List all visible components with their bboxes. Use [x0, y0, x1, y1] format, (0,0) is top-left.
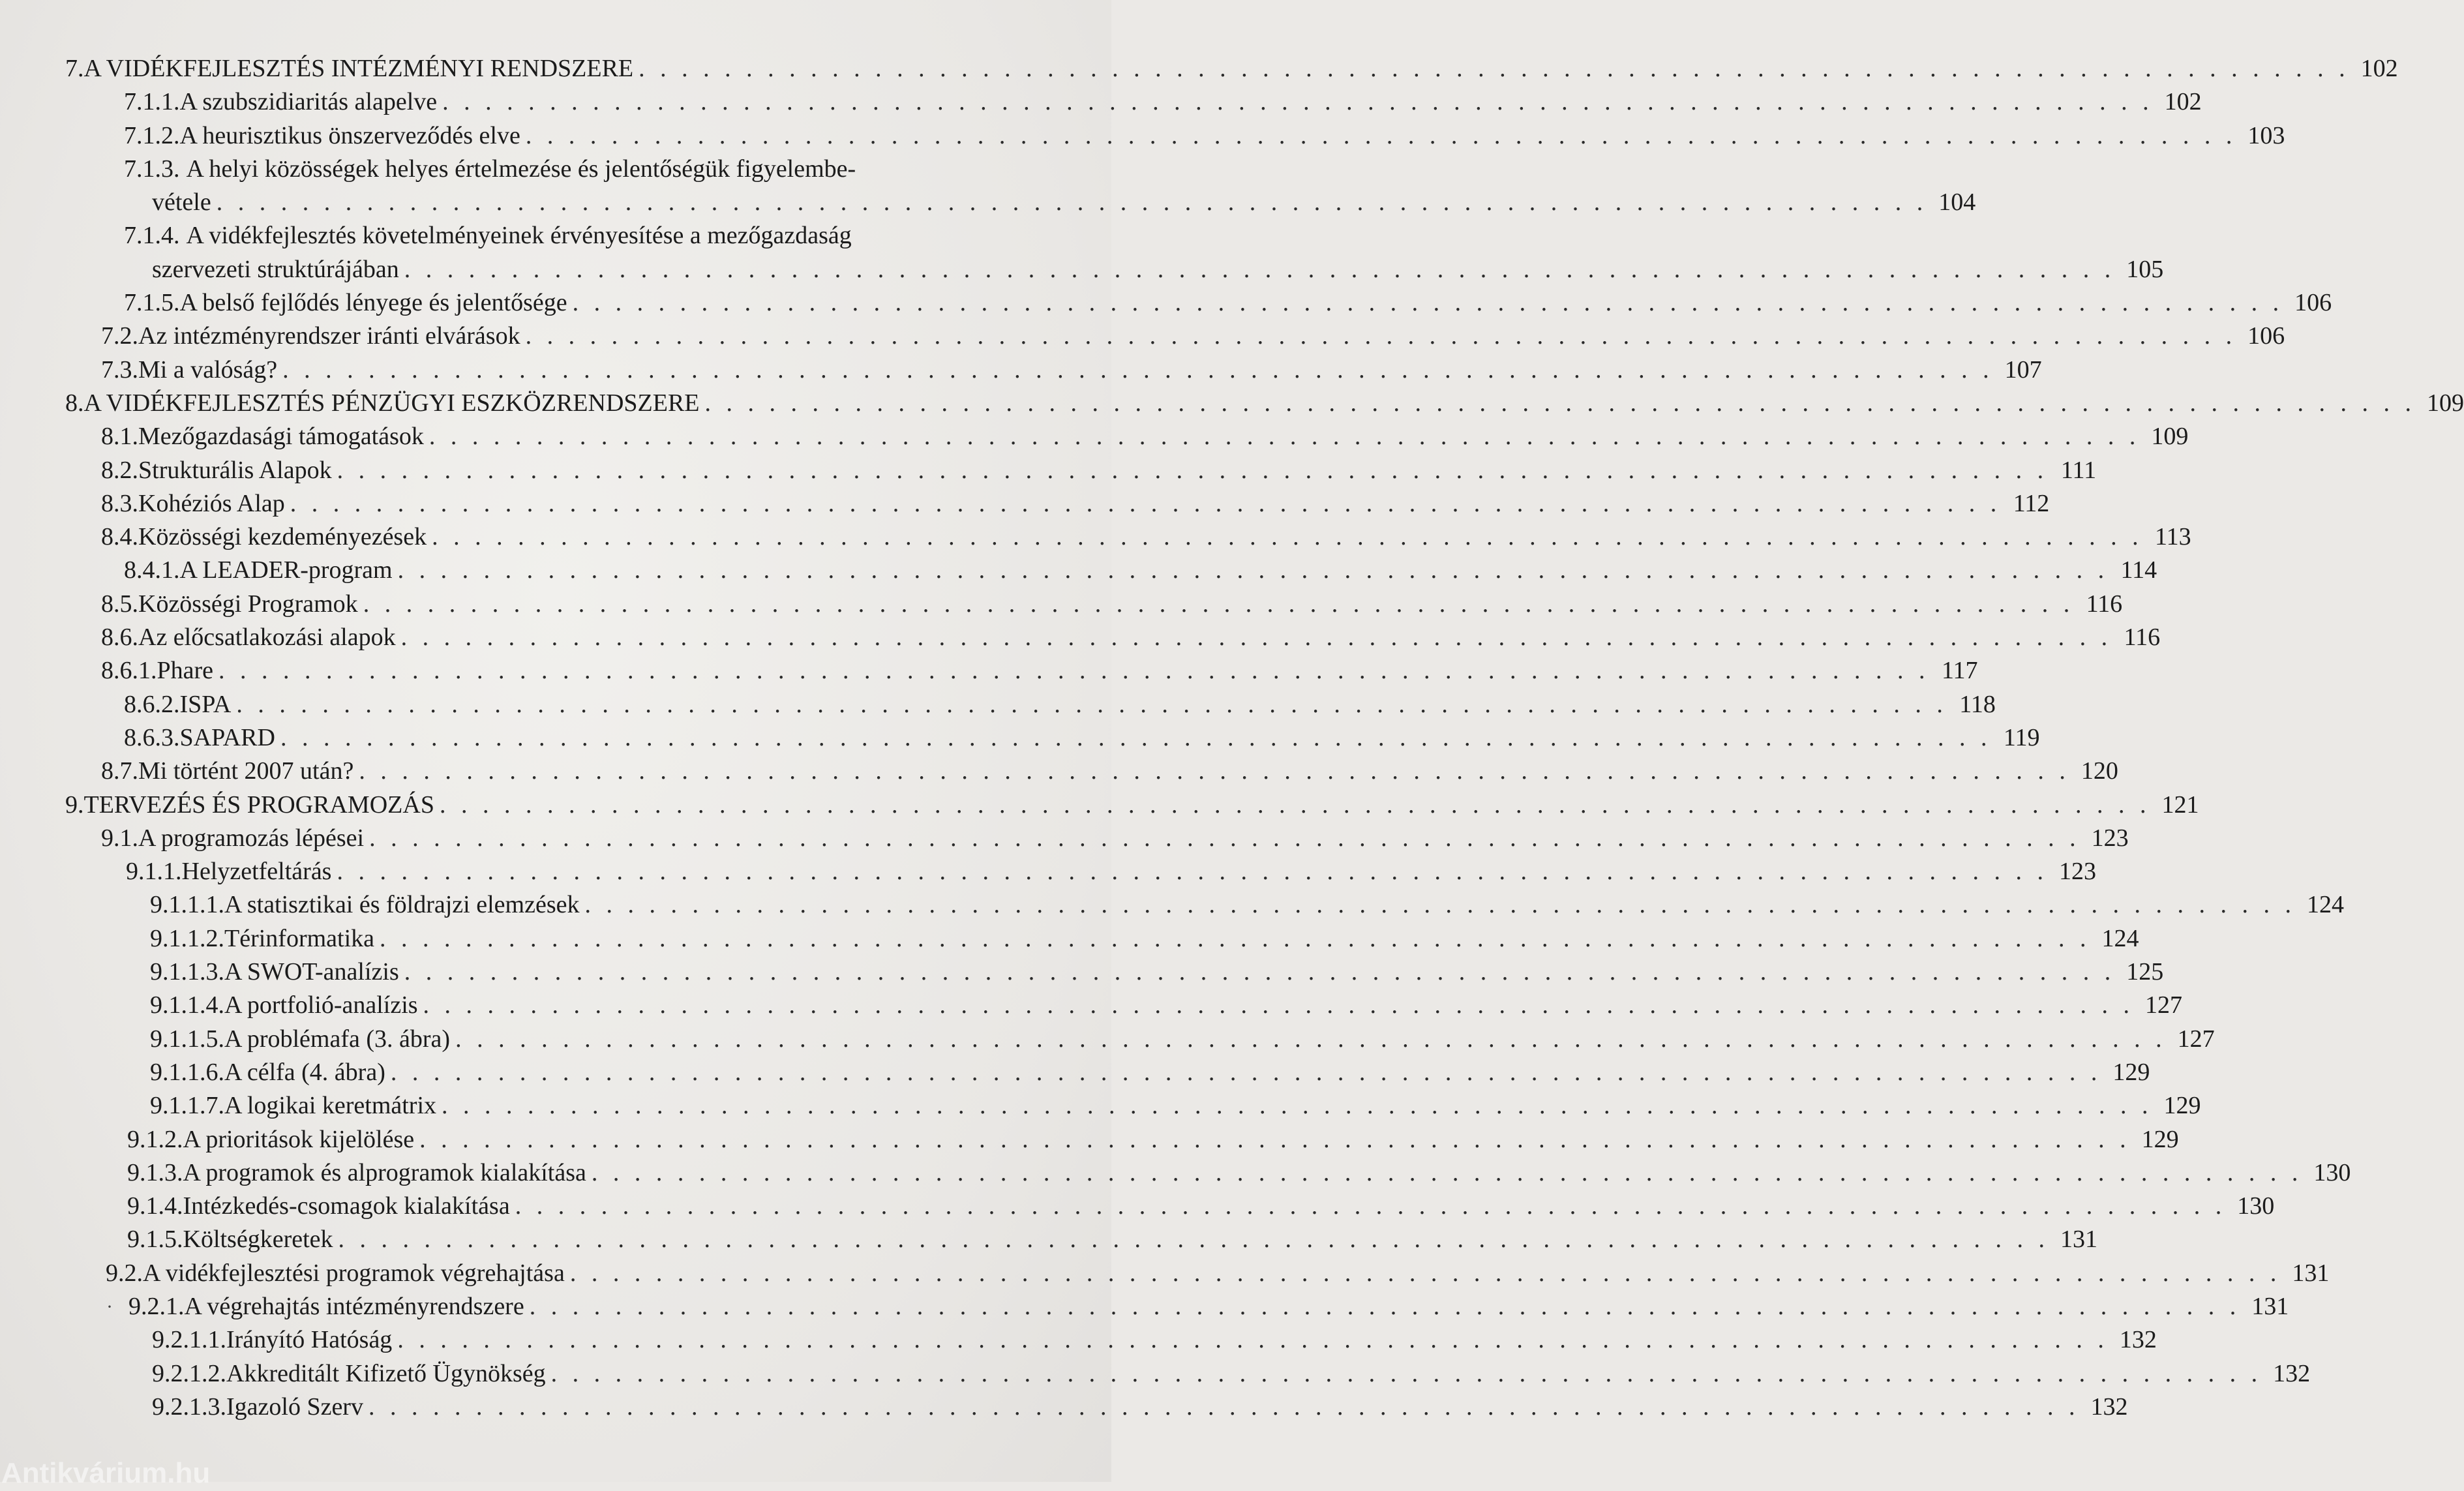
- dot-leader: . . . . . . . . . . . . . . . . . . . . . . . . . . . . . . . . . . . . . . . . . . . . . . . . . . . . . . . . . . . . . . . . . . . . . . . . . . . . . . . .: [368, 1393, 2080, 1421]
- toc-entry-title: Igazoló Szerv: [226, 1393, 363, 1421]
- toc-entry-title: Mi a valóság?: [138, 355, 278, 384]
- watermark: Antikvárium.hu: [1, 1457, 211, 1489]
- toc-entry-number: 8.5.: [101, 590, 138, 618]
- toc-entry-title: A VIDÉKFEJLESZTÉS PÉNZÜGYI ESZKÖZRENDSZERE: [83, 389, 700, 417]
- toc-entry: [0, 956, 2164, 989]
- toc-entry: [0, 1323, 2157, 1357]
- toc-entry-number: 9.2.1.2.: [152, 1359, 226, 1387]
- toc-entry-page: 120: [2081, 757, 2118, 785]
- dot-leader: . . . . . . . . . . . . . . . . . . . . . . . . . . . . . . . . . . . . . . . . . . . . . . . . . . . . . . . . . . . . . . . . . . . . . . . . . . . . . . . .: [369, 824, 2081, 852]
- toc-entry-page: 123: [2058, 858, 2096, 886]
- toc-entry-page: 103: [2247, 121, 2285, 149]
- toc-entry-number: 9.2.1.: [128, 1292, 185, 1320]
- toc-entry-number: 9.1.1.5.: [150, 1025, 224, 1053]
- toc-entry-title: Térinformatika: [224, 924, 375, 952]
- dot-leader: . . . . . . . . . . . . . . . . . . . . . . . . . . . . . . . . . . . . . . . . . . . . . . . . . . . . . . . . . . . . . . . . . . . . . . . . . . . . . . . .: [216, 188, 1928, 217]
- toc-entry-number: 9.1.2.: [127, 1125, 183, 1153]
- toc-entry: [0, 454, 2097, 487]
- dot-leader: . . . . . . . . . . . . . . . . . . . . . . . . . . . . . . . . . . . . . . . . . . . . . . . . . . . . . . . . . . . . . . . . . . . . . . . . . . . . . . . .: [591, 1158, 2303, 1186]
- toc-entry: [0, 721, 2040, 755]
- toc-entry-number: 9.1.1.: [126, 858, 182, 886]
- toc-entry-number: 7.: [65, 55, 84, 82]
- toc-entry: [0, 855, 2096, 888]
- toc-entry-number: 7.2.: [101, 322, 138, 350]
- dot-leader: . . . . . . . . . . . . . . . . . . . . . . . . . . . . . . . . . . . . . . . . . . . . . . . . . . . . . . . . . . . . . . . . . . . . . . . . . . . . . . . .: [359, 757, 2070, 785]
- toc-entry-number: 9.1.1.1.: [150, 891, 224, 919]
- toc-entry-number: 9.1.1.3.: [150, 958, 224, 986]
- toc-entry-page: 129: [2163, 1092, 2201, 1120]
- dot-leader: . . . . . . . . . . . . . . . . . . . . . . . . . . . . . . . . . . . . . . . . . . . . . . . . . . . . . . . . . . . . . . . . . . . . . . . . . . . . . . . .: [363, 590, 2075, 618]
- toc-entry-page: 107: [2004, 355, 2042, 384]
- toc-entry-page: 106: [2294, 289, 2332, 317]
- toc-entry-page: 131: [2060, 1226, 2098, 1254]
- dot-leader: . . . . . . . . . . . . . . . . . . . . . . . . . . . . . . . . . . . . . . . . . . . . . . . . . . . . . . . . . . . . . . . . . . . . . . . . . . . . . . . .: [404, 958, 2116, 986]
- toc-entry: [0, 588, 2123, 621]
- toc-entry-title: ISPA: [179, 690, 232, 718]
- toc-entry-number: 9.2.1.3.: [152, 1393, 226, 1421]
- toc-entry-number: 8.4.1.: [124, 556, 180, 584]
- toc-entry-page: 132: [2273, 1359, 2311, 1387]
- toc-entry-page: 116: [2086, 590, 2123, 618]
- dot-leader: . . . . . . . . . . . . . . . . . . . . . . . . . . . . . . . . . . . . . . . . . . . . . . . . . . . . . . . . . . . . . . . . . . . . . . . . . . . . . . . .: [280, 723, 1992, 751]
- toc-entry: [0, 922, 2139, 956]
- toc-entry-title: SAPARD: [179, 723, 275, 751]
- dot-leader: . . . . . . . . . . . . . . . . . . . . . . . . . . . . . . . . . . . . . . . . . . . . . . . . . . . . . . . . . . . . . . . . . . . . . . . . . . . . . . . .: [400, 624, 2112, 652]
- toc-entry: [0, 119, 2285, 153]
- dot-leader: . . . . . . . . . . . . . . . . . . . . . . . . . . . . . . . . . . . . . . . . . . . . . . . . . . . . . . . . . . . . . . . . . . . . . . . . . . . . . . . .: [584, 891, 2296, 919]
- toc-entry: [0, 554, 2157, 587]
- toc-entry-number: 9.1.1.6.: [150, 1058, 224, 1086]
- toc-entry-number: 9.1.3.: [127, 1158, 183, 1186]
- toc-entry-number: 8.6.: [101, 624, 138, 652]
- dot-leader: . . . . . . . . . . . . . . . . . . . . . . . . . . . . . . . . . . . . . . . . . . . . . . . . . . . . . . . . . . . . . . . . . . . . . . . . . . . . . . . .: [337, 858, 2048, 886]
- toc-entry: [0, 420, 2189, 453]
- toc-entry-title-continued: vétele: [152, 188, 211, 217]
- toc-entry-page: 129: [2112, 1058, 2150, 1086]
- toc-entry: [0, 789, 2199, 822]
- toc-entry-title: A statisztikai és földrajzi elemzések: [224, 891, 580, 919]
- margin-dot-mark: ·: [106, 1295, 113, 1318]
- toc-entry-page: 116: [2124, 624, 2161, 652]
- dot-leader: . . . . . . . . . . . . . . . . . . . . . . . . . . . . . . . . . . . . . . . . . . . . . . . . . . . . . . . . . . . . . . . . . . . . . . . . . . . . . . . .: [390, 1058, 2102, 1086]
- dot-leader: . . . . . . . . . . . . . . . . . . . . . . . . . . . . . . . . . . . . . . . . . . . . . . . . . . . . . . . . . . . . . . . . . . . . . . . . . . . . . . . .: [397, 556, 2109, 584]
- toc-entry: [0, 286, 2332, 320]
- dot-leader: . . . . . . . . . . . . . . . . . . . . . . . . . . . . . . . . . . . . . . . . . . . . . . . . . . . . . . . . . . . . . . . . . . . . . . . . . . . . . . . .: [282, 355, 1994, 384]
- toc-entry-page: 119: [2003, 723, 2040, 751]
- dot-leader: . . . . . . . . . . . . . . . . . . . . . . . . . . . . . . . . . . . . . . . . . . . . . . . . . . . . . . . . . . . . . . . . . . . . . . . . . . . . . . . .: [639, 55, 2350, 82]
- toc-entry-title: Közösségi Programok: [138, 590, 358, 618]
- toc-entry: [0, 1357, 2311, 1391]
- dot-leader: . . . . . . . . . . . . . . . . . . . . . . . . . . . . . . . . . . . . . . . . . . . . . . . . . . . . . . . . . . . . . . . . . . . . . . . . . . . . . . . .: [337, 456, 2049, 484]
- toc-entry-title: A programok és alprogramok kialakítása: [183, 1158, 586, 1186]
- dot-leader: . . . . . . . . . . . . . . . . . . . . . . . . . . . . . . . . . . . . . . . . . . . . . . . . . . . . . . . . . . . . . . . . . . . . . . . . . . . . . . . .: [515, 1192, 2227, 1220]
- toc-entry-number: 8.3.: [101, 489, 138, 517]
- dot-leader: . . . . . . . . . . . . . . . . . . . . . . . . . . . . . . . . . . . . . . . . . . . . . . . . . . . . . . . . . . . . . . . . . . . . . . . . . . . . . . . .: [380, 924, 2091, 952]
- toc-entry-page: 121: [2161, 791, 2199, 819]
- toc-entry-page: 111: [2060, 456, 2097, 484]
- toc-entry-number: 7.3.: [101, 355, 138, 384]
- toc-entry-page: 132: [2090, 1393, 2128, 1421]
- toc-entry-number: 7.1.3.: [124, 155, 180, 183]
- toc-entry-page: 117: [1941, 657, 1978, 685]
- toc-entry: [0, 1257, 2330, 1290]
- toc-entry: [0, 85, 2202, 119]
- dot-leader: . . . . . . . . . . . . . . . . . . . . . . . . . . . . . . . . . . . . . . . . . . . . . . . . . . . . . . . . . . . . . . . . . . . . . . . . . . . . . . . .: [432, 523, 2143, 551]
- toc-entry: [0, 621, 2161, 654]
- toc-entry-number: 8.: [65, 389, 84, 417]
- toc-entry-page: 102: [2164, 88, 2202, 116]
- toc-entry: [0, 1391, 2128, 1424]
- toc-entry-number: 9.: [65, 791, 84, 819]
- toc-entry-number: 9.1.5.: [127, 1226, 183, 1254]
- toc-entry-title: A vidékfejlesztési programok végrehajtása: [143, 1259, 565, 1287]
- toc-entry-title: Az előcsatlakozási alapok: [138, 624, 396, 652]
- toc-entry-page: 123: [2091, 824, 2129, 852]
- toc-entry-title: Helyzetfeltárás: [181, 858, 332, 886]
- toc-entry-number: 8.7.: [101, 757, 138, 785]
- toc-entry: [0, 1089, 2201, 1122]
- dot-leader: . . . . . . . . . . . . . . . . . . . . . . . . . . . . . . . . . . . . . . . . . . . . . . . . . . . . . . . . . . . . . . . . . . . . . . . . . . . . . . . .: [525, 121, 2237, 149]
- toc-entry-page: 124: [2306, 891, 2344, 919]
- toc-entry: [0, 520, 2191, 554]
- toc-entry-title: A problémafa (3. ábra): [224, 1025, 451, 1053]
- toc-entry: [0, 654, 1978, 687]
- toc-entry-number: 8.4.: [101, 523, 138, 551]
- toc-entry-number: 9.2.1.1.: [152, 1326, 226, 1354]
- toc-entry-title: A szubszidiaritás alapelve: [179, 88, 438, 116]
- toc-entry-page: 130: [2313, 1158, 2351, 1186]
- toc-entry-number: 7.1.4.: [124, 222, 180, 250]
- dot-leader: . . . . . . . . . . . . . . . . . . . . . . . . . . . . . . . . . . . . . . . . . . . . . . . . . . . . . . . . . . . . . . . . . . . . . . . . . . . . . . . .: [338, 1226, 2050, 1254]
- toc-entry-title: A LEADER-program: [179, 556, 393, 584]
- toc-entry-title: Strukturális Alapok: [138, 456, 332, 484]
- toc-entry-title: Phare: [157, 657, 214, 685]
- toc-entry-title: Intézkedés-csomagok kialakítása: [183, 1192, 510, 1220]
- toc-entry-title: A portfolió-analízis: [224, 991, 418, 1019]
- toc-entry: [0, 52, 2398, 85]
- toc-entry-page: 124: [2101, 924, 2139, 952]
- dot-leader: . . . . . . . . . . . . . . . . . . . . . . . . . . . . . . . . . . . . . . . . . . . . . . . . . . . . . . . . . . . . . . . . . . . . . . . . . . . . . . . .: [439, 791, 2151, 819]
- toc-entry-title: A belső fejlődés lényege és jelentősége: [179, 289, 567, 317]
- toc-entry-title: A prioritások kijelölése: [183, 1125, 415, 1153]
- dot-leader: . . . . . . . . . . . . . . . . . . . . . . . . . . . . . . . . . . . . . . . . . . . . . . . . . . . . . . . . . . . . . . . . . . . . . . . . . . . . . . . .: [428, 423, 2141, 451]
- toc-entry-page: 105: [2126, 255, 2164, 283]
- toc-entry-page: 112: [2013, 489, 2050, 517]
- toc-entry-title: Mezőgazdasági támogatások: [138, 423, 424, 451]
- dot-leader: . . . . . . . . . . . . . . . . . . . . . . . . . . . . . . . . . . . . . . . . . . . . . . . . . . . . . . . . . . . . . . . . . . . . . . . . . . . . . . . .: [442, 1092, 2153, 1120]
- toc-entry-number: 9.1.1.4.: [150, 991, 224, 1019]
- toc-entry-title: TERVEZÉS ÉS PROGRAMOZÁS: [83, 791, 434, 819]
- toc-entry: [0, 1223, 2098, 1256]
- toc-entry-number: 9.1.4.: [127, 1192, 183, 1220]
- toc-entry-number: 8.2.: [101, 456, 138, 484]
- toc-entry-number: 8.6.3.: [124, 723, 180, 751]
- toc-entry-title: Az intézményrendszer iránti elvárások: [138, 322, 520, 350]
- dot-leader: . . . . . . . . . . . . . . . . . . . . . . . . . . . . . . . . . . . . . . . . . . . . . . . . . . . . . . . . . . . . . . . . . . . . . . . . . . . . . . . .: [419, 1125, 2131, 1153]
- toc-entry-title: A célfa (4. ábra): [224, 1058, 385, 1086]
- dot-leader: . . . . . . . . . . . . . . . . . . . . . . . . . . . . . . . . . . . . . . . . . . . . . . . . . . . . . . . . . . . . . . . . . . . . . . . . . . . . . . . .: [550, 1359, 2262, 1387]
- toc-entry-title: Akkreditált Kifizető Ügynökség: [226, 1359, 546, 1387]
- toc-entry-title-continued: szervezeti struktúrájában: [152, 255, 399, 283]
- toc-entry: [0, 387, 2464, 420]
- toc-entry-title: A vidékfejlesztés követelményeinek érvényesítése a mezőgazdaság: [186, 222, 852, 250]
- table-of-contents: [0, 52, 2464, 1424]
- toc-entry-page: 102: [2360, 55, 2398, 82]
- toc-entry-page: 125: [2126, 958, 2164, 986]
- toc-entry: [0, 688, 1996, 721]
- toc-entry: [0, 989, 2183, 1022]
- toc-entry-number: 7.1.5.: [124, 289, 180, 317]
- toc-entry: [0, 755, 2118, 788]
- toc-entry: [0, 153, 1976, 220]
- toc-entry-page: 114: [2120, 556, 2157, 584]
- toc-entry: [0, 354, 2042, 387]
- toc-entry-number: 8.6.1.: [101, 657, 157, 685]
- toc-entry: [0, 1056, 2150, 1089]
- toc-entry-title: A SWOT-analízis: [224, 958, 399, 986]
- toc-entry-page: 109: [2427, 389, 2464, 417]
- toc-entry: [0, 487, 2050, 520]
- dot-leader: . . . . . . . . . . . . . . . . . . . . . . . . . . . . . . . . . . . . . . . . . . . . . . . . . . . . . . . . . . . . . . . . . . . . . . . . . . . . . . . .: [236, 690, 1947, 718]
- toc-entry: [0, 320, 2285, 353]
- toc-entry: [0, 822, 2129, 855]
- toc-entry: [0, 888, 2344, 922]
- dot-leader: . . . . . . . . . . . . . . . . . . . . . . . . . . . . . . . . . . . . . . . . . . . . . . . . . . . . . . . . . . . . . . . . . . . . . . . . . . . . . . . .: [569, 1259, 2281, 1287]
- toc-entry-page: 129: [2141, 1125, 2179, 1153]
- toc-entry-number: 8.6.2.: [124, 690, 180, 718]
- toc-entry-page: 118: [1959, 690, 1996, 718]
- toc-entry-number: 9.2.: [106, 1259, 143, 1287]
- dot-leader: . . . . . . . . . . . . . . . . . . . . . . . . . . . . . . . . . . . . . . . . . . . . . . . . . . . . . . . . . . . . . . . . . . . . . . . . . . . . . . . .: [397, 1326, 2109, 1354]
- toc-entry-number: 9.1.1.7.: [150, 1092, 224, 1120]
- dot-leader: . . . . . . . . . . . . . . . . . . . . . . . . . . . . . . . . . . . . . . . . . . . . . . . . . . . . . . . . . . . . . . . . . . . . . . . . . . . . . . . .: [525, 322, 2237, 350]
- dot-leader: . . . . . . . . . . . . . . . . . . . . . . . . . . . . . . . . . . . . . . . . . . . . . . . . . . . . . . . . . . . . . . . . . . . . . . . . . . . . . . . .: [290, 489, 2002, 517]
- dot-leader: . . . . . . . . . . . . . . . . . . . . . . . . . . . . . . . . . . . . . . . . . . . . . . . . . . . . . . . . . . . . . . . . . . . . . . . . . . . . . . . .: [442, 88, 2154, 116]
- toc-entry-title: A logikai keretmátrix: [224, 1092, 437, 1120]
- toc-entry-title: A programozás lépései: [138, 824, 365, 852]
- toc-entry-page: 127: [2145, 991, 2183, 1019]
- toc-entry: [0, 1023, 2215, 1056]
- dot-leader: . . . . . . . . . . . . . . . . . . . . . . . . . . . . . . . . . . . . . . . . . . . . . . . . . . . . . . . . . . . . . . . . . . . . . . . . . . . . . . . .: [423, 991, 2135, 1019]
- toc-entry: [0, 219, 2164, 286]
- dot-leader: . . . . . . . . . . . . . . . . . . . . . . . . . . . . . . . . . . . . . . . . . . . . . . . . . . . . . . . . . . . . . . . . . . . . . . . . . . . . . . . .: [704, 389, 2416, 417]
- toc-entry-title: A VIDÉKFEJLESZTÉS INTÉZMÉNYI RENDSZERE: [83, 55, 634, 82]
- toc-entry-title: A helyi közösségek helyes értelmezése és jelentőségük figyelembe-: [186, 155, 856, 183]
- toc-entry-page: 109: [2151, 423, 2189, 451]
- toc-entry-title: Közösségi kezdeményezések: [138, 523, 427, 551]
- toc-entry-number: 9.1.: [101, 824, 138, 852]
- toc-entry: [0, 1290, 2289, 1323]
- toc-entry-number: 8.1.: [101, 423, 138, 451]
- toc-entry: [0, 1190, 2275, 1223]
- toc-entry-title: Költségkeretek: [183, 1226, 333, 1254]
- toc-entry-number: 7.1.1.: [124, 88, 180, 116]
- toc-entry-page: 106: [2247, 322, 2285, 350]
- dot-leader: . . . . . . . . . . . . . . . . . . . . . . . . . . . . . . . . . . . . . . . . . . . . . . . . . . . . . . . . . . . . . . . . . . . . . . . . . . . . . . . .: [218, 657, 1930, 685]
- toc-entry-title: A végrehajtás intézményrendszere: [184, 1292, 524, 1320]
- dot-leader: . . . . . . . . . . . . . . . . . . . . . . . . . . . . . . . . . . . . . . . . . . . . . . . . . . . . . . . . . . . . . . . . . . . . . . . . . . . . . . . .: [529, 1292, 2241, 1320]
- toc-entry-page: 104: [1938, 188, 1976, 217]
- dot-leader: . . . . . . . . . . . . . . . . . . . . . . . . . . . . . . . . . . . . . . . . . . . . . . . . . . . . . . . . . . . . . . . . . . . . . . . . . . . . . . . .: [404, 255, 2116, 283]
- toc-entry: [0, 1156, 2351, 1190]
- toc-entry-number: 9.1.1.2.: [150, 924, 224, 952]
- toc-entry-page: 127: [2177, 1025, 2215, 1053]
- toc-entry-number: 7.1.2.: [124, 121, 180, 149]
- toc-entry-title: Kohéziós Alap: [138, 489, 285, 517]
- toc-entry-page: 132: [2119, 1326, 2157, 1354]
- dot-leader: . . . . . . . . . . . . . . . . . . . . . . . . . . . . . . . . . . . . . . . . . . . . . . . . . . . . . . . . . . . . . . . . . . . . . . . . . . . . . . . .: [455, 1025, 2167, 1053]
- dot-leader: . . . . . . . . . . . . . . . . . . . . . . . . . . . . . . . . . . . . . . . . . . . . . . . . . . . . . . . . . . . . . . . . . . . . . . . . . . . . . . . .: [572, 289, 2284, 317]
- toc-entry-title: Mi történt 2007 után?: [138, 757, 354, 785]
- toc-entry: [0, 1123, 2179, 1156]
- toc-entry-page: 113: [2155, 523, 2191, 551]
- toc-entry-title: A heurisztikus önszerveződés elve: [179, 121, 520, 149]
- toc-entry-page: 131: [2292, 1259, 2330, 1287]
- toc-entry-page: 131: [2251, 1292, 2289, 1320]
- toc-entry-page: 130: [2237, 1192, 2275, 1220]
- toc-entry-title: Irányító Hatóság: [226, 1326, 393, 1354]
